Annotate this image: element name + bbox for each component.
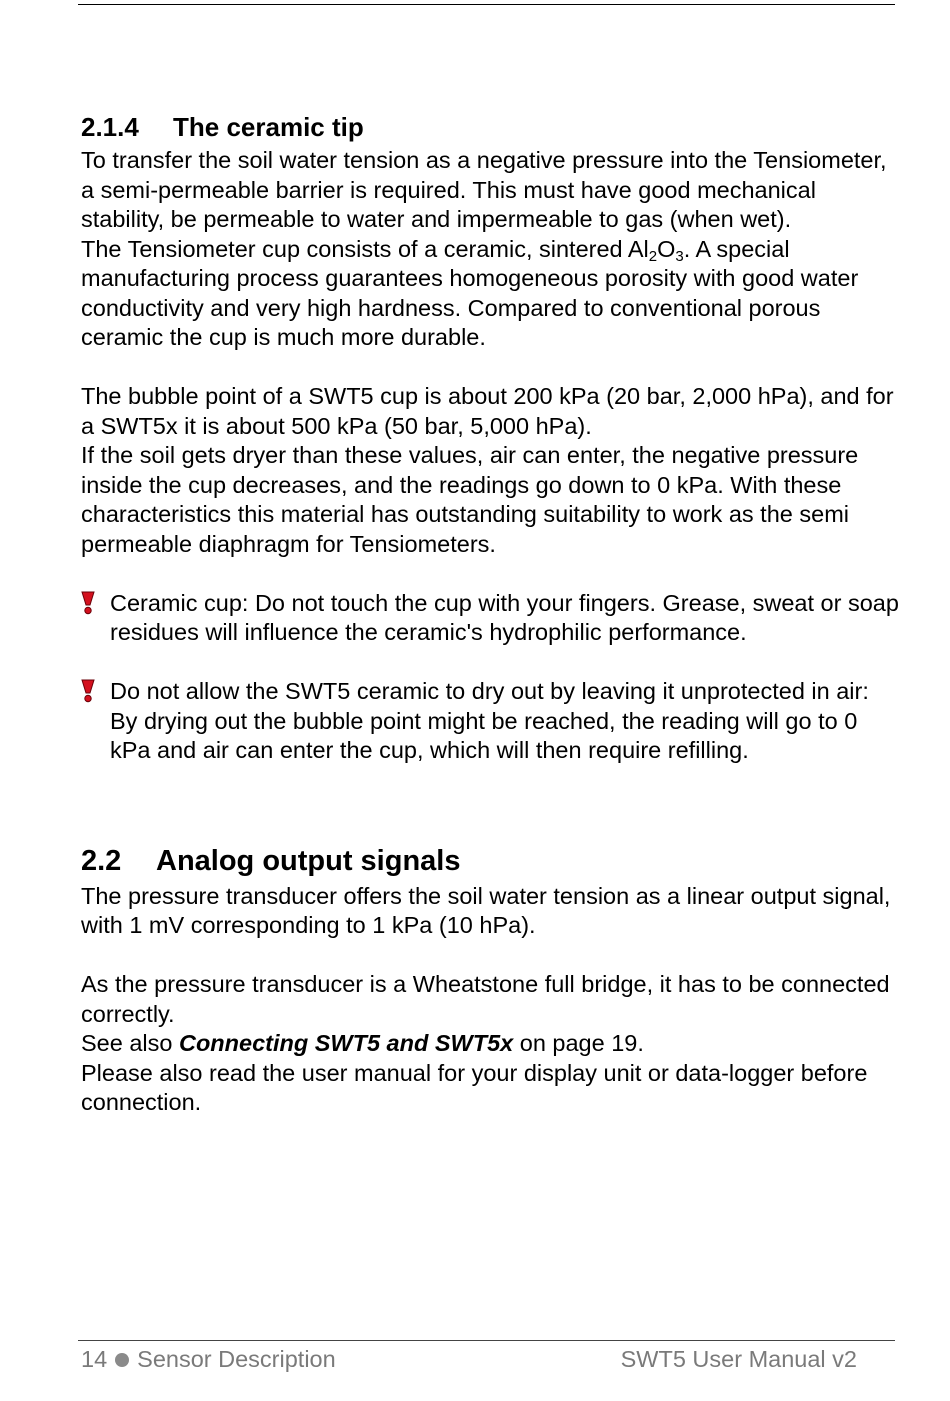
footer-rule (78, 1340, 895, 1341)
text-fragment: O (657, 235, 676, 262)
paragraph-see-also (81, 1029, 901, 1059)
subscript: 3 (675, 247, 684, 265)
spacer (81, 353, 901, 383)
page-number: 14 (81, 1346, 108, 1372)
header-rule (78, 4, 895, 5)
spacer (81, 559, 901, 589)
paragraph-ceramic-composition (81, 235, 901, 353)
footer-manual-title: SWT5 User Manual v2 (620, 1346, 857, 1372)
spacer (81, 766, 901, 840)
warning-note (81, 589, 901, 648)
section-title: The ceramic tip (173, 112, 364, 142)
warning-note (81, 677, 901, 766)
bullet-dot-icon (115, 1353, 129, 1367)
section-number: 2.2 (81, 844, 122, 877)
text-fragment: on page 19. (513, 1030, 644, 1056)
paragraph-wheatstone: As the pressure transducer is a Wheatstone full bridge, it has to be connected correctly. (81, 971, 890, 1027)
paragraph: To transfer the soil water tension as a negative pressure into the Tensiometer, a semi-permeable barrier is required. This must have good mechanical stability, be permeable to water and impermeable to gas (when wet). (81, 147, 887, 232)
warning-note-text: Ceramic cup: Do not touch the cup with your fingers. Grease, sweat or soap residues will influence the ceramic's hydrophilic performance. (110, 589, 899, 645)
page-content (81, 108, 901, 1118)
subscript: 2 (648, 247, 658, 265)
paragraph-bubble-point: The bubble point of a SWT5 cup is about 200 kPa (20 bar, 2,000 hPa), and for a SWT5x it is about 500 kPa (50 bar, 5,000 hPa). (81, 383, 894, 439)
paragraph-dry-soil: If the soil gets dryer than these values, air can enter, the negative pressure inside the cup decreases, and the readings go down to 0 kPa. With these characteristics this material has outstanding suitability to work as the semi permeable diaphragm for Tensiometers. (81, 442, 859, 557)
text-fragment: . A special manufacturing process guarantees homogeneous porosity with good water conductivity and very high hardness. Compared to conventional porous ceramic the cup is much more durable. (81, 235, 859, 350)
paragraph-linear-output: The pressure transducer offers the soil water tension as a linear output signal, with 1 mV corresponding to 1 kPa (10 hPa). (81, 882, 891, 938)
section-heading-2-1-4 (81, 108, 901, 146)
warning-note-text: Do not allow the SWT5 ceramic to dry out by leaving it unprotected in air: By drying out the bubble point might be reached, the reading will go to 0 kPa and air can enter the cup, which will then require refilling. (110, 678, 869, 763)
text-fragment: See also (81, 1030, 179, 1056)
spacer (81, 648, 901, 678)
warning-exclamation-icon (79, 591, 97, 615)
footer-section: Sensor Description (137, 1346, 336, 1372)
section-title: Analog output signals (156, 844, 461, 877)
footer-left (81, 1344, 336, 1374)
spacer (81, 941, 901, 971)
section-heading-2-2 (81, 840, 901, 882)
paragraph-user-manual: Please also read the user manual for your display unit or data-logger before connection. (81, 1059, 868, 1115)
text-fragment: The Tensiometer cup consists of a ceramic, sintered Al (81, 235, 649, 262)
section-number: 2.1.4 (81, 112, 139, 142)
cross-reference-link[interactable]: Connecting SWT5 and SWT5x (178, 1030, 514, 1056)
warning-exclamation-icon (79, 679, 97, 703)
